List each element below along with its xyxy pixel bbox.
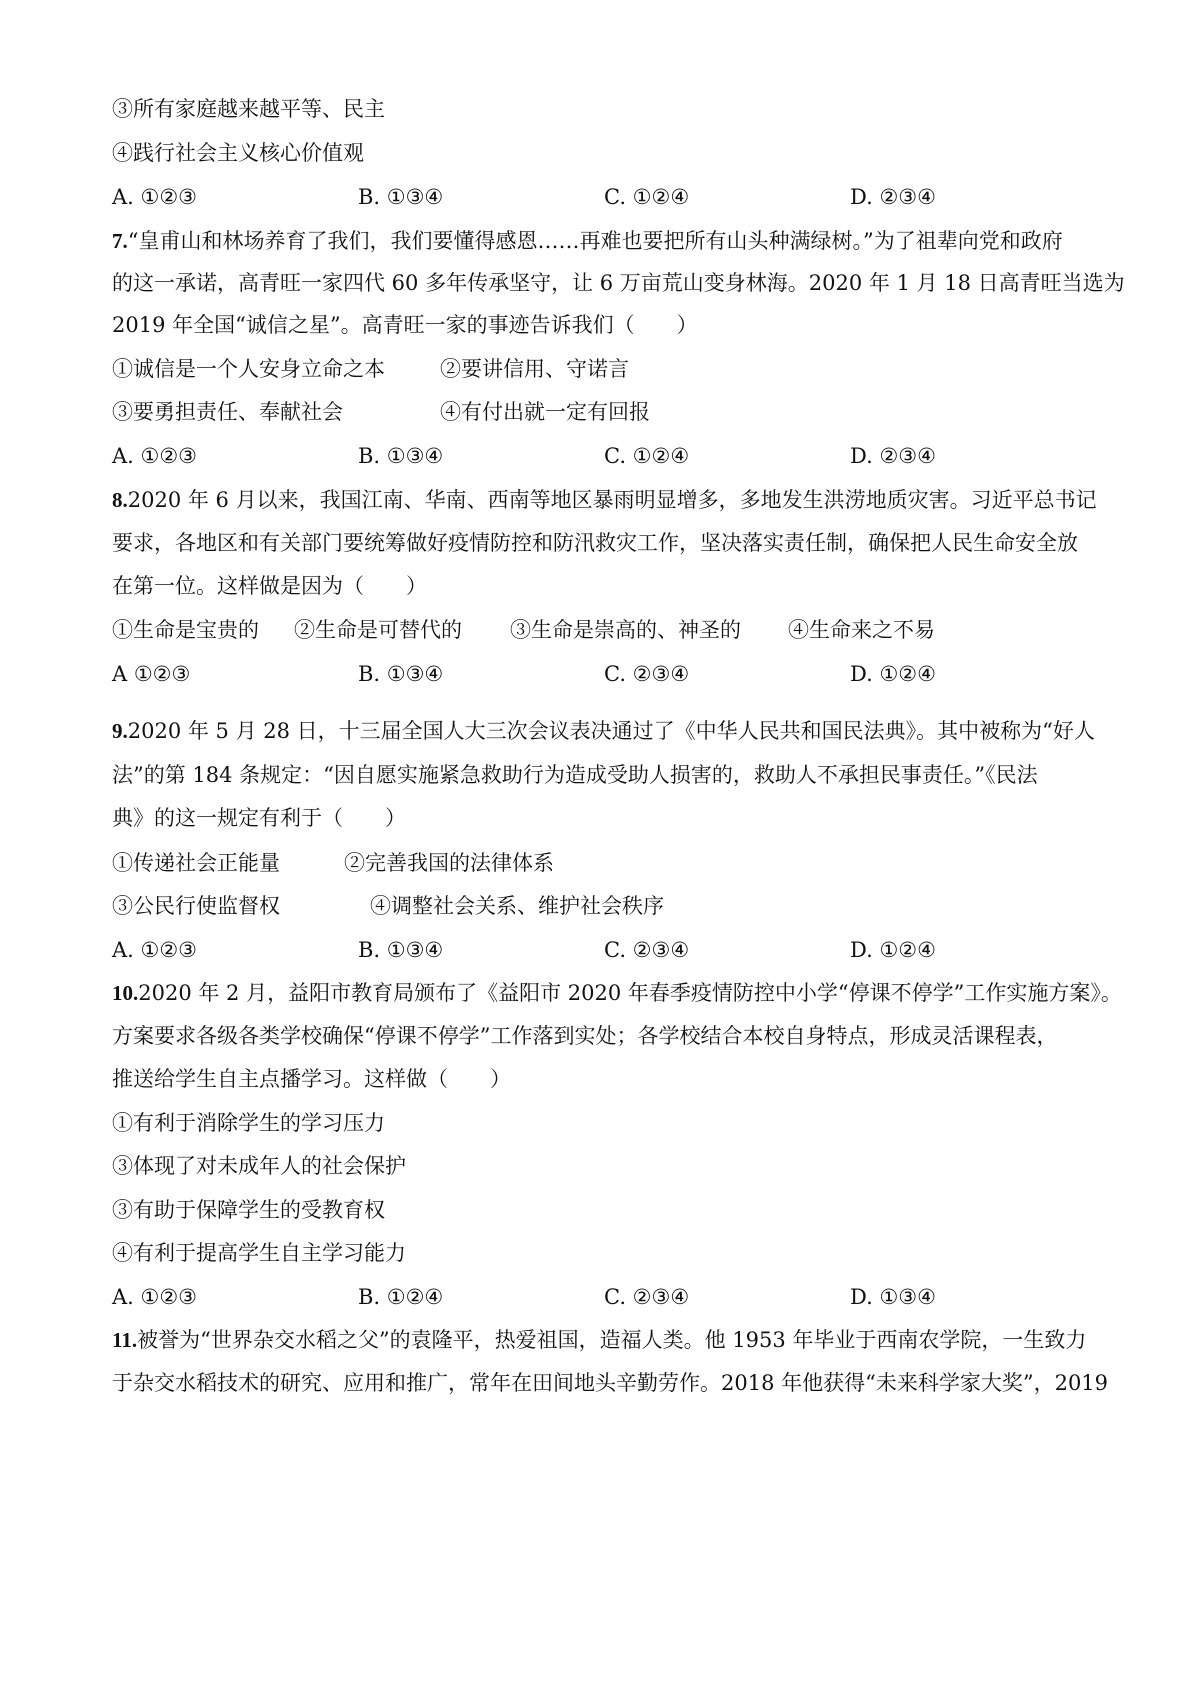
q7-stem-line-2: 的这一承诺，高青旺一家四代 60 多年传承坚守，让 6 万亩荒山变身林海。2020 年 1 月 18 日高青旺当选为 — [112, 271, 1125, 295]
q7-number: 7. — [112, 229, 128, 253]
q9-statement-2: ②完善我国的法律体系 — [344, 851, 554, 875]
q8-statement-1: ①生命是宝贵的 — [112, 618, 259, 642]
q7-stem-line-3: 2019 年全国“诚信之星”。高青旺一家的事迹告诉我们（ ） — [112, 313, 698, 337]
q10-statement-1: ①有利于消除学生的学习压力 — [112, 1111, 385, 1135]
q8-stem-text-1: 2020 年 6 月以来，我国江南、华南、西南等地区暴雨明显增多，多地发生洪涝地质灾害。习近平总书记 — [127, 488, 1097, 512]
q11-stem-line-2: 于杂交水稻技术的研究、应用和推广，常年在田间地头辛勤劳作。2018 年他获得“未来科学家大奖”，2019 — [112, 1371, 1109, 1395]
q10-statement-4: ④有利于提高学生自主学习能力 — [112, 1241, 406, 1265]
q9-stem-line-3: 典》的这一规定有利于（ ） — [112, 806, 406, 830]
q9-statements-row-1 — [112, 848, 1102, 878]
q6-option-a[interactable]: A. ①②③ — [112, 185, 197, 209]
q9-stem-line-2: 法”的第 184 条规定：“因自愿实施紧急救助行为造成受助人损害的，救助人不承担民事责任。”《民法 — [112, 763, 1038, 787]
q8-statement-2: ②生命是可替代的 — [294, 618, 462, 642]
q8-option-d[interactable]: D. ①②④ — [850, 662, 936, 686]
q9-statements-row-2 — [112, 891, 1102, 921]
q6-option-d[interactable]: D. ②③④ — [850, 185, 936, 209]
q8-stem-line-2: 要求，各地区和有关部门要统筹做好疫情防控和防汛救灾工作，坚决落实责任制，确保把人民生命安全放 — [112, 531, 1078, 555]
q7-option-d[interactable]: D. ②③④ — [850, 444, 936, 468]
q9-stem-line-1 — [112, 716, 1102, 746]
q9-option-a[interactable]: A. ①②③ — [112, 938, 197, 962]
q11-stem-text-1: 被誉为“世界杂交水稻之父”的袁隆平，热爱祖国，造福人类。他 1953 年毕业于西南农学院，一生致力 — [137, 1328, 1087, 1352]
q9-option-d[interactable]: D. ①②④ — [850, 938, 936, 962]
q9-statement-4: ④调整社会关系、维护社会秩序 — [370, 894, 664, 918]
q9-number: 9. — [112, 719, 128, 743]
q8-stem-line-3: 在第一位。这样做是因为（ ） — [112, 574, 427, 598]
q10-option-a[interactable]: A. ①②③ — [112, 1285, 197, 1309]
q10-stem-text-1: 2020 年 2 月，益阳市教育局颁布了《益阳市 2020 年春季疫情防控中小学“停课不停学”工作实施方案》。 — [138, 981, 1122, 1005]
q8-statement-3: ③生命是崇高的、神圣的 — [510, 618, 741, 642]
q10-option-c[interactable]: C. ②③④ — [604, 1285, 690, 1309]
q7-option-b[interactable]: B. ①③④ — [358, 444, 444, 468]
q9-statement-3: ③公民行使监督权 — [112, 894, 280, 918]
q7-stem-text-1: “皇甫山和林场养育了我们，我们要懂得感恩……再难也要把所有山头种满绿树。”为了祖辈向党和政府 — [127, 229, 1063, 253]
q6-statement-3: ③所有家庭越来越平等、民主 — [112, 97, 385, 121]
q7-statement-1: ①诚信是一个人安身立命之本 — [112, 357, 385, 381]
q10-statement-2: ③体现了对未成年人的社会保护 — [112, 1154, 406, 1178]
q8-statement-4: ④生命来之不易 — [788, 618, 935, 642]
q9-option-b[interactable]: B. ①③④ — [358, 938, 444, 962]
q10-options — [112, 1282, 1102, 1312]
q10-stem-line-1 — [112, 978, 1122, 1008]
q7-statement-4: ④有付出就一定有回报 — [440, 400, 650, 424]
q7-option-c[interactable]: C. ①②④ — [604, 444, 690, 468]
q6-option-b[interactable]: B. ①③④ — [358, 185, 444, 209]
q7-stem-line-1 — [112, 226, 1102, 256]
q8-stem-line-1 — [112, 485, 1102, 515]
q10-number: 10. — [112, 981, 139, 1005]
q7-statements-row-2 — [112, 397, 1102, 427]
q9-statement-1: ①传递社会正能量 — [112, 851, 280, 875]
q8-option-b[interactable]: B. ①③④ — [358, 662, 444, 686]
q7-statement-2: ②要讲信用、守诺言 — [440, 357, 629, 381]
q8-option-c[interactable]: C. ②③④ — [604, 662, 690, 686]
q9-stem-text-1: 2020 年 5 月 28 日，十三届全国人大三次会议表决通过了《中华人民共和国民法典》。其中被称为“好人 — [127, 719, 1095, 743]
q8-option-a[interactable]: A ①②③ — [112, 662, 191, 686]
q6-statement-4: ④践行社会主义核心价值观 — [112, 141, 364, 165]
q6-option-c[interactable]: C. ①②④ — [604, 185, 690, 209]
q8-number: 8. — [112, 488, 128, 512]
q9-option-c[interactable]: C. ②③④ — [604, 938, 690, 962]
q10-stem-line-2: 方案要求各级各类学校确保“停课不停学”工作落到实处；各学校结合本校自身特点，形成灵活课程表， — [112, 1024, 1058, 1048]
q6-options — [112, 182, 1102, 212]
q8-options — [112, 659, 1102, 689]
q7-statements-row-1 — [112, 354, 1102, 384]
q8-statements-row — [112, 615, 1102, 645]
q10-option-b[interactable]: B. ①②④ — [358, 1285, 444, 1309]
q7-option-a[interactable]: A. ①②③ — [112, 444, 197, 468]
q10-statement-3: ③有助于保障学生的受教育权 — [112, 1198, 385, 1222]
q7-statement-3: ③要勇担责任、奉献社会 — [112, 400, 343, 424]
q9-options — [112, 935, 1102, 965]
q7-options — [112, 441, 1102, 471]
q11-number: 11. — [112, 1328, 138, 1352]
q11-stem-line-1 — [112, 1325, 1102, 1355]
q10-option-d[interactable]: D. ①③④ — [850, 1285, 936, 1309]
q10-stem-line-3: 推送给学生自主点播学习。这样做（ ） — [112, 1067, 511, 1091]
